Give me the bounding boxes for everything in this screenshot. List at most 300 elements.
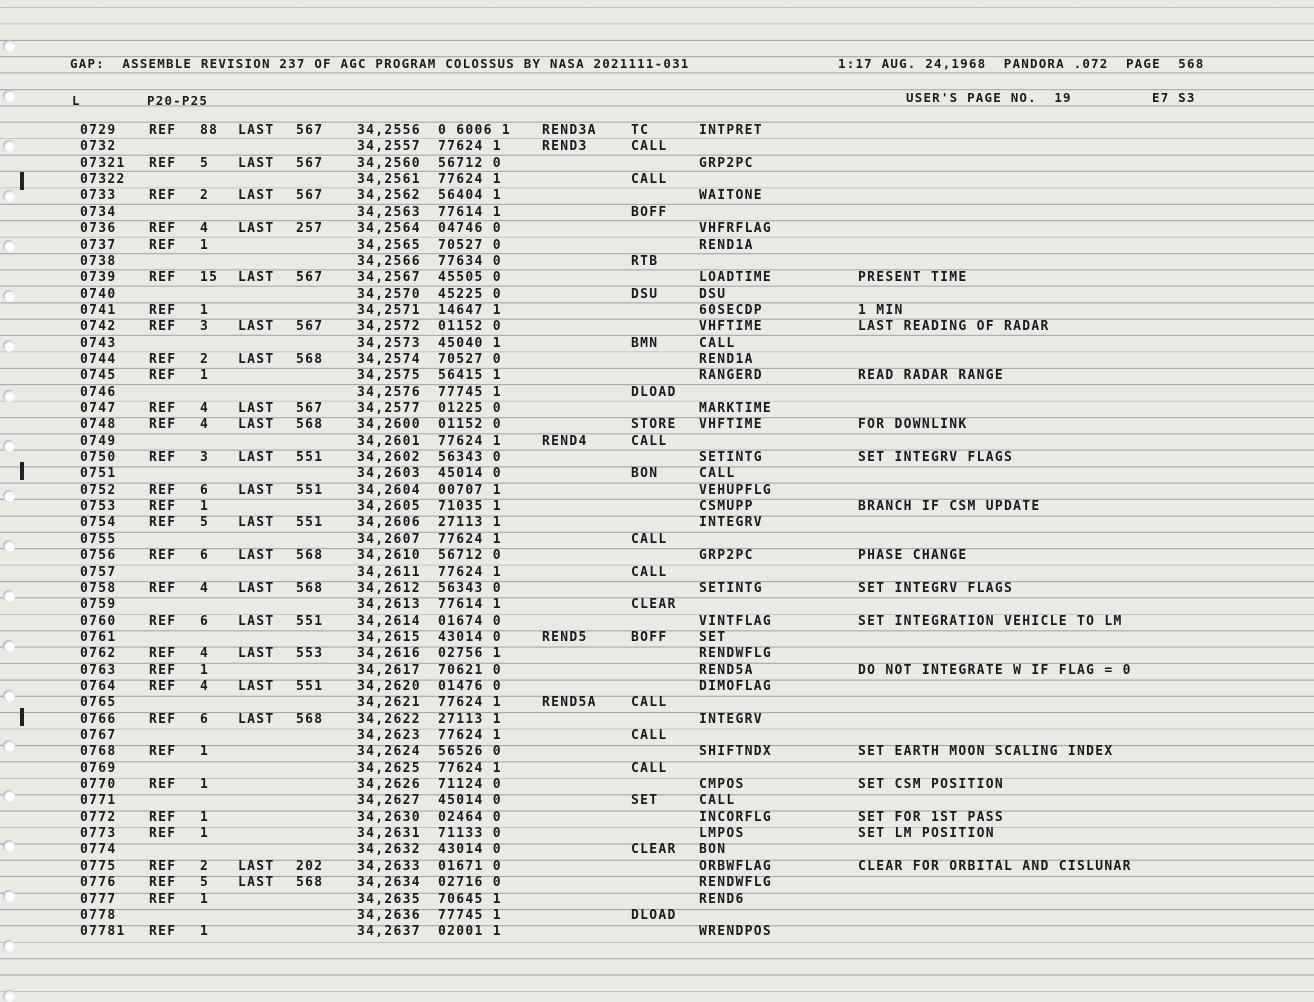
line-number: 0777	[80, 891, 117, 907]
line-number: 0734	[80, 204, 117, 220]
operand: WRENDPOS	[699, 924, 773, 940]
operand: DIMOFLAG	[699, 678, 773, 694]
operand: VHFTIME	[699, 417, 763, 433]
octal-word: 02464 0	[438, 809, 502, 825]
octal-word: 01152 0	[438, 319, 502, 335]
operand: REND1A	[699, 351, 754, 367]
memory-address: 34,2617	[357, 662, 421, 678]
listing-row	[0, 515, 1314, 531]
opcode: STORE	[631, 417, 677, 433]
listing-row	[0, 630, 1314, 646]
octal-word: 77624 1	[438, 728, 502, 743]
listing-row	[0, 761, 1314, 777]
memory-address: 34,2564	[357, 221, 421, 237]
user-page-number: USER'S PAGE NO. 19	[906, 90, 1072, 105]
comment: LAST READING OF RADAR	[858, 319, 1050, 335]
listing-row	[0, 663, 1314, 679]
operand: RANGERD	[699, 368, 763, 384]
last-marker: LAST	[238, 450, 275, 465]
last-marker: LAST	[238, 646, 275, 662]
octal-word: 77624 1	[438, 433, 502, 449]
opcode: CLEAR	[631, 842, 677, 858]
memory-address: 34,2557	[357, 139, 421, 155]
memory-address: 34,2604	[357, 482, 421, 498]
comment: SET LM POSITION	[858, 826, 995, 842]
ref-count: 6	[200, 482, 210, 498]
opcode: CALL	[631, 760, 668, 776]
ref-count: 4	[200, 417, 210, 433]
ref-count: 1	[200, 809, 210, 825]
last-page: 567	[296, 188, 324, 204]
ref-marker: REF	[149, 302, 177, 318]
operand: INTEGRV	[699, 515, 763, 531]
line-number: 07321	[80, 155, 126, 171]
octal-word: 01152 0	[438, 417, 502, 433]
octal-word: 70527 0	[438, 351, 502, 367]
listing-row	[0, 842, 1314, 858]
ref-count: 1	[200, 237, 210, 253]
ref-count: 2	[200, 351, 210, 367]
operand: REND6	[699, 891, 745, 907]
operand: VHFTIME	[699, 319, 763, 335]
memory-address: 34,2633	[357, 858, 421, 874]
feed-hole	[3, 40, 15, 52]
last-marker: LAST	[238, 155, 275, 171]
operand: CALL	[699, 335, 736, 351]
octal-word: 0 6006 1	[438, 123, 512, 138]
octal-word: 56526 0	[438, 744, 502, 760]
octal-word: 77634 0	[438, 253, 502, 269]
listing-row	[0, 270, 1314, 286]
memory-address: 34,2620	[357, 678, 421, 694]
label: REND3	[542, 139, 588, 155]
listing-row	[0, 908, 1314, 924]
ref-count: 2	[200, 858, 210, 874]
listing-row	[0, 466, 1314, 482]
comment: DO NOT INTEGRATE W IF FLAG = 0	[858, 662, 1132, 678]
operand: GRP2PC	[699, 548, 754, 564]
ref-marker: REF	[149, 368, 177, 384]
listing-row	[0, 826, 1314, 842]
label: REND5A	[542, 695, 597, 711]
ref-count: 1	[200, 891, 210, 907]
octal-word: 45014 0	[438, 793, 502, 809]
last-marker: LAST	[238, 123, 275, 138]
octal-word: 71133 0	[438, 826, 502, 842]
listing-row	[0, 712, 1314, 728]
octal-word: 77624 1	[438, 760, 502, 776]
line-number: 0744	[80, 351, 117, 367]
ref-count: 1	[200, 777, 210, 792]
memory-address: 34,2606	[357, 515, 421, 531]
memory-address: 34,2624	[357, 744, 421, 760]
operand: CMPOS	[699, 777, 745, 792]
memory-address: 34,2611	[357, 564, 421, 580]
memory-address: 34,2614	[357, 613, 421, 629]
memory-address: 34,2603	[357, 466, 421, 482]
memory-address: 34,2626	[357, 777, 421, 792]
listing-row	[0, 139, 1314, 155]
ref-marker: REF	[149, 515, 177, 531]
last-marker: LAST	[238, 188, 275, 204]
opcode: RTB	[631, 253, 659, 269]
line-number: 0755	[80, 531, 117, 547]
octal-word: 01674 0	[438, 613, 502, 629]
listing-type: L	[72, 93, 81, 108]
last-marker: LAST	[238, 482, 275, 498]
last-page: 551	[296, 482, 324, 498]
ref-marker: REF	[149, 777, 177, 792]
last-marker: LAST	[238, 270, 275, 286]
memory-address: 34,2613	[357, 597, 421, 613]
listing-row	[0, 385, 1314, 401]
ref-marker: REF	[149, 482, 177, 498]
last-marker: LAST	[238, 401, 275, 416]
line-number: 0758	[80, 580, 117, 596]
operand: BON	[699, 842, 727, 858]
operand: LOADTIME	[699, 270, 773, 286]
operand: VINTFLAG	[699, 613, 773, 629]
octal-word: 77624 1	[438, 531, 502, 547]
opcode: CALL	[631, 139, 668, 155]
line-number: 07781	[80, 924, 126, 940]
ref-marker: REF	[149, 548, 177, 564]
memory-address: 34,2571	[357, 302, 421, 318]
line-number: 0745	[80, 368, 117, 384]
ref-marker: REF	[149, 744, 177, 760]
line-number: 0749	[80, 433, 117, 449]
listing-row	[0, 679, 1314, 695]
ref-marker: REF	[149, 646, 177, 662]
memory-address: 34,2632	[357, 842, 421, 858]
last-page: 551	[296, 450, 324, 465]
listing-row	[0, 695, 1314, 711]
line-number: 0752	[80, 482, 117, 498]
octal-word: 56712 0	[438, 155, 502, 171]
line-number: 0765	[80, 695, 117, 711]
memory-address: 34,2610	[357, 548, 421, 564]
octal-word: 02001 1	[438, 924, 502, 940]
octal-word: 01476 0	[438, 678, 502, 694]
line-number: 0738	[80, 253, 117, 269]
line-number: 0771	[80, 793, 117, 809]
line-number: 0776	[80, 875, 117, 891]
operand: RENDWFLG	[699, 875, 773, 891]
octal-word: 43014 0	[438, 629, 502, 645]
print-date-page: 1:17 AUG. 24,1968 PANDORA .072 PAGE 568	[838, 56, 1205, 71]
operand: VHFRFLAG	[699, 221, 773, 237]
memory-address: 34,2637	[357, 924, 421, 940]
ref-count: 88	[200, 123, 219, 138]
ref-marker: REF	[149, 221, 177, 237]
octal-word: 77624 1	[438, 564, 502, 580]
listing-row	[0, 565, 1314, 581]
opcode: TC	[631, 123, 650, 138]
listing-row	[0, 499, 1314, 515]
memory-address: 34,2563	[357, 204, 421, 220]
line-number: 0766	[80, 711, 117, 727]
listing-row	[0, 368, 1314, 384]
ref-count: 6	[200, 613, 210, 629]
line-number: 0747	[80, 401, 117, 416]
listing-row	[0, 532, 1314, 548]
operand: CALL	[699, 793, 736, 809]
last-page: 257	[296, 221, 324, 237]
operand: VEHUPFLG	[699, 482, 773, 498]
operand: CSMUPP	[699, 499, 754, 515]
ref-count: 1	[200, 499, 210, 515]
octal-word: 77614 1	[438, 597, 502, 613]
memory-address: 34,2575	[357, 368, 421, 384]
octal-word: 01225 0	[438, 401, 502, 416]
opcode: CALL	[631, 172, 668, 188]
comment: SET CSM POSITION	[858, 777, 1005, 792]
listing-row	[0, 434, 1314, 450]
listing-row	[0, 646, 1314, 662]
ref-marker: REF	[149, 401, 177, 416]
line-number: 0756	[80, 548, 117, 564]
ref-marker: REF	[149, 188, 177, 204]
memory-address: 34,2627	[357, 793, 421, 809]
memory-address: 34,2615	[357, 629, 421, 645]
comment: SET EARTH MOON SCALING INDEX	[858, 744, 1114, 760]
comment: FOR DOWNLINK	[858, 417, 968, 433]
ref-marker: REF	[149, 711, 177, 727]
last-page: 568	[296, 875, 324, 891]
line-number: 0773	[80, 826, 117, 842]
comment: SET INTEGRATION VEHICLE TO LM	[858, 613, 1123, 629]
line-number: 07322	[80, 172, 126, 188]
line-number: 0753	[80, 499, 117, 515]
memory-address: 34,2622	[357, 711, 421, 727]
listing-row	[0, 810, 1314, 826]
octal-word: 56415 1	[438, 368, 502, 384]
opcode: CALL	[631, 564, 668, 580]
last-marker: LAST	[238, 858, 275, 874]
listing-row	[0, 287, 1314, 303]
operand: INTPRET	[699, 123, 763, 138]
last-marker: LAST	[238, 613, 275, 629]
memory-address: 34,2636	[357, 907, 421, 923]
ref-count: 3	[200, 319, 210, 335]
ref-marker: REF	[149, 875, 177, 891]
memory-address: 34,2562	[357, 188, 421, 204]
ref-count: 4	[200, 678, 210, 694]
octal-word: 04746 0	[438, 221, 502, 237]
line-number: 0774	[80, 842, 117, 858]
memory-address: 34,2630	[357, 809, 421, 825]
octal-word: 77614 1	[438, 204, 502, 220]
operand: REND1A	[699, 237, 754, 253]
octal-word: 27113 1	[438, 515, 502, 531]
opcode: DSU	[631, 286, 659, 302]
label: REND3A	[542, 123, 597, 138]
ref-marker: REF	[149, 270, 177, 286]
label: REND4	[542, 433, 588, 449]
comment: CLEAR FOR ORBITAL AND CISLUNAR	[858, 858, 1132, 874]
memory-address: 34,2623	[357, 728, 421, 743]
listing-row	[0, 892, 1314, 908]
opcode: DLOAD	[631, 907, 677, 923]
operand: CALL	[699, 466, 736, 482]
listing-row	[0, 221, 1314, 237]
comment: SET INTEGRV FLAGS	[858, 580, 1014, 596]
memory-address: 34,2567	[357, 270, 421, 286]
octal-word: 70621 0	[438, 662, 502, 678]
octal-word: 01671 0	[438, 858, 502, 874]
listing-row	[0, 793, 1314, 809]
last-marker: LAST	[238, 221, 275, 237]
memory-address: 34,2631	[357, 826, 421, 842]
octal-word: 56343 0	[438, 580, 502, 596]
listing-row	[0, 352, 1314, 368]
last-page: 567	[296, 123, 324, 138]
listing-row	[0, 336, 1314, 352]
listing-row	[0, 581, 1314, 597]
line-number: 0759	[80, 597, 117, 613]
operand: REND5A	[699, 662, 754, 678]
opcode: BOFF	[631, 629, 668, 645]
last-marker: LAST	[238, 548, 275, 564]
memory-address: 34,2566	[357, 253, 421, 269]
listing-row	[0, 238, 1314, 254]
comment: PHASE CHANGE	[858, 548, 968, 564]
listing-row	[0, 728, 1314, 744]
ref-count: 6	[200, 711, 210, 727]
assembly-header: GAP: ASSEMBLE REVISION 237 OF AGC PROGRAM COLOSSUS BY NASA 2021111-031	[70, 56, 690, 71]
memory-address: 34,2574	[357, 351, 421, 367]
memory-address: 34,2634	[357, 875, 421, 891]
ref-marker: REF	[149, 858, 177, 874]
listing-row	[0, 188, 1314, 204]
listing-row	[0, 450, 1314, 466]
ref-marker: REF	[149, 237, 177, 253]
octal-word: 77624 1	[438, 172, 502, 188]
last-page: 567	[296, 270, 324, 286]
line-number: 0767	[80, 728, 117, 743]
opcode: BMN	[631, 335, 659, 351]
operand: ORBWFLAG	[699, 858, 773, 874]
comment: PRESENT TIME	[858, 270, 968, 286]
octal-word: 56343 0	[438, 450, 502, 465]
octal-word: 56404 1	[438, 188, 502, 204]
last-marker: LAST	[238, 580, 275, 596]
last-marker: LAST	[238, 515, 275, 531]
last-page: 568	[296, 351, 324, 367]
memory-address: 34,2570	[357, 286, 421, 302]
memory-address: 34,2607	[357, 531, 421, 547]
line-number: 0739	[80, 270, 117, 286]
ref-count: 5	[200, 515, 210, 531]
last-page: 568	[296, 711, 324, 727]
octal-word: 45040 1	[438, 335, 502, 351]
label: REND5	[542, 629, 588, 645]
ref-marker: REF	[149, 351, 177, 367]
ref-count: 5	[200, 875, 210, 891]
listing-row	[0, 924, 1314, 940]
last-marker: LAST	[238, 678, 275, 694]
line-number: 0763	[80, 662, 117, 678]
octal-word: 27113 1	[438, 711, 502, 727]
line-number: 0746	[80, 384, 117, 400]
opcode: CLEAR	[631, 597, 677, 613]
octal-word: 71035 1	[438, 499, 502, 515]
ref-marker: REF	[149, 924, 177, 940]
line-number: 0737	[80, 237, 117, 253]
feed-hole	[3, 990, 15, 1002]
line-number: 0768	[80, 744, 117, 760]
operand: INTEGRV	[699, 711, 763, 727]
line-number: 0743	[80, 335, 117, 351]
ref-count: 3	[200, 450, 210, 465]
comment: READ RADAR RANGE	[858, 368, 1005, 384]
octal-word: 14647 1	[438, 302, 502, 318]
line-number: 0778	[80, 907, 117, 923]
octal-word: 77745 1	[438, 907, 502, 923]
line-number: 0750	[80, 450, 117, 465]
opcode: CALL	[631, 728, 668, 743]
comment: BRANCH IF CSM UPDATE	[858, 499, 1041, 515]
page-code: E7 S3	[1152, 90, 1196, 105]
ref-count: 4	[200, 401, 210, 416]
memory-address: 34,2573	[357, 335, 421, 351]
line-number: 0761	[80, 629, 117, 645]
operand: SET	[699, 629, 727, 645]
octal-word: 77624 1	[438, 139, 502, 155]
ref-marker: REF	[149, 450, 177, 465]
ref-marker: REF	[149, 613, 177, 629]
listing-row	[0, 548, 1314, 564]
listing-row	[0, 777, 1314, 793]
ref-count: 4	[200, 646, 210, 662]
line-number: 0732	[80, 139, 117, 155]
octal-word: 77745 1	[438, 384, 502, 400]
ref-marker: REF	[149, 499, 177, 515]
memory-address: 34,2621	[357, 695, 421, 711]
listing-row	[0, 875, 1314, 891]
listing-row	[0, 744, 1314, 760]
memory-address: 34,2616	[357, 646, 421, 662]
ref-count: 1	[200, 744, 210, 760]
operand: GRP2PC	[699, 155, 754, 171]
last-marker: LAST	[238, 711, 275, 727]
ref-marker: REF	[149, 155, 177, 171]
octal-word: 70645 1	[438, 891, 502, 907]
last-marker: LAST	[238, 417, 275, 433]
memory-address: 34,2576	[357, 384, 421, 400]
operand: WAITONE	[699, 188, 763, 204]
octal-word: 02756 1	[438, 646, 502, 662]
octal-word: 43014 0	[438, 842, 502, 858]
memory-address: 34,2635	[357, 891, 421, 907]
ref-count: 2	[200, 188, 210, 204]
listing-row	[0, 483, 1314, 499]
line-number: 0764	[80, 678, 117, 694]
feed-hole	[3, 90, 15, 102]
listing-row	[0, 303, 1314, 319]
program-range: P20-P25	[147, 93, 209, 108]
last-page: 202	[296, 858, 324, 874]
last-page: 568	[296, 548, 324, 564]
octal-word: 56712 0	[438, 548, 502, 564]
opcode: BOFF	[631, 204, 668, 220]
listing-row	[0, 859, 1314, 875]
ref-marker: REF	[149, 662, 177, 678]
memory-address: 34,2625	[357, 760, 421, 776]
memory-address: 34,2602	[357, 450, 421, 465]
memory-address: 34,2561	[357, 172, 421, 188]
line-number: 0736	[80, 221, 117, 237]
